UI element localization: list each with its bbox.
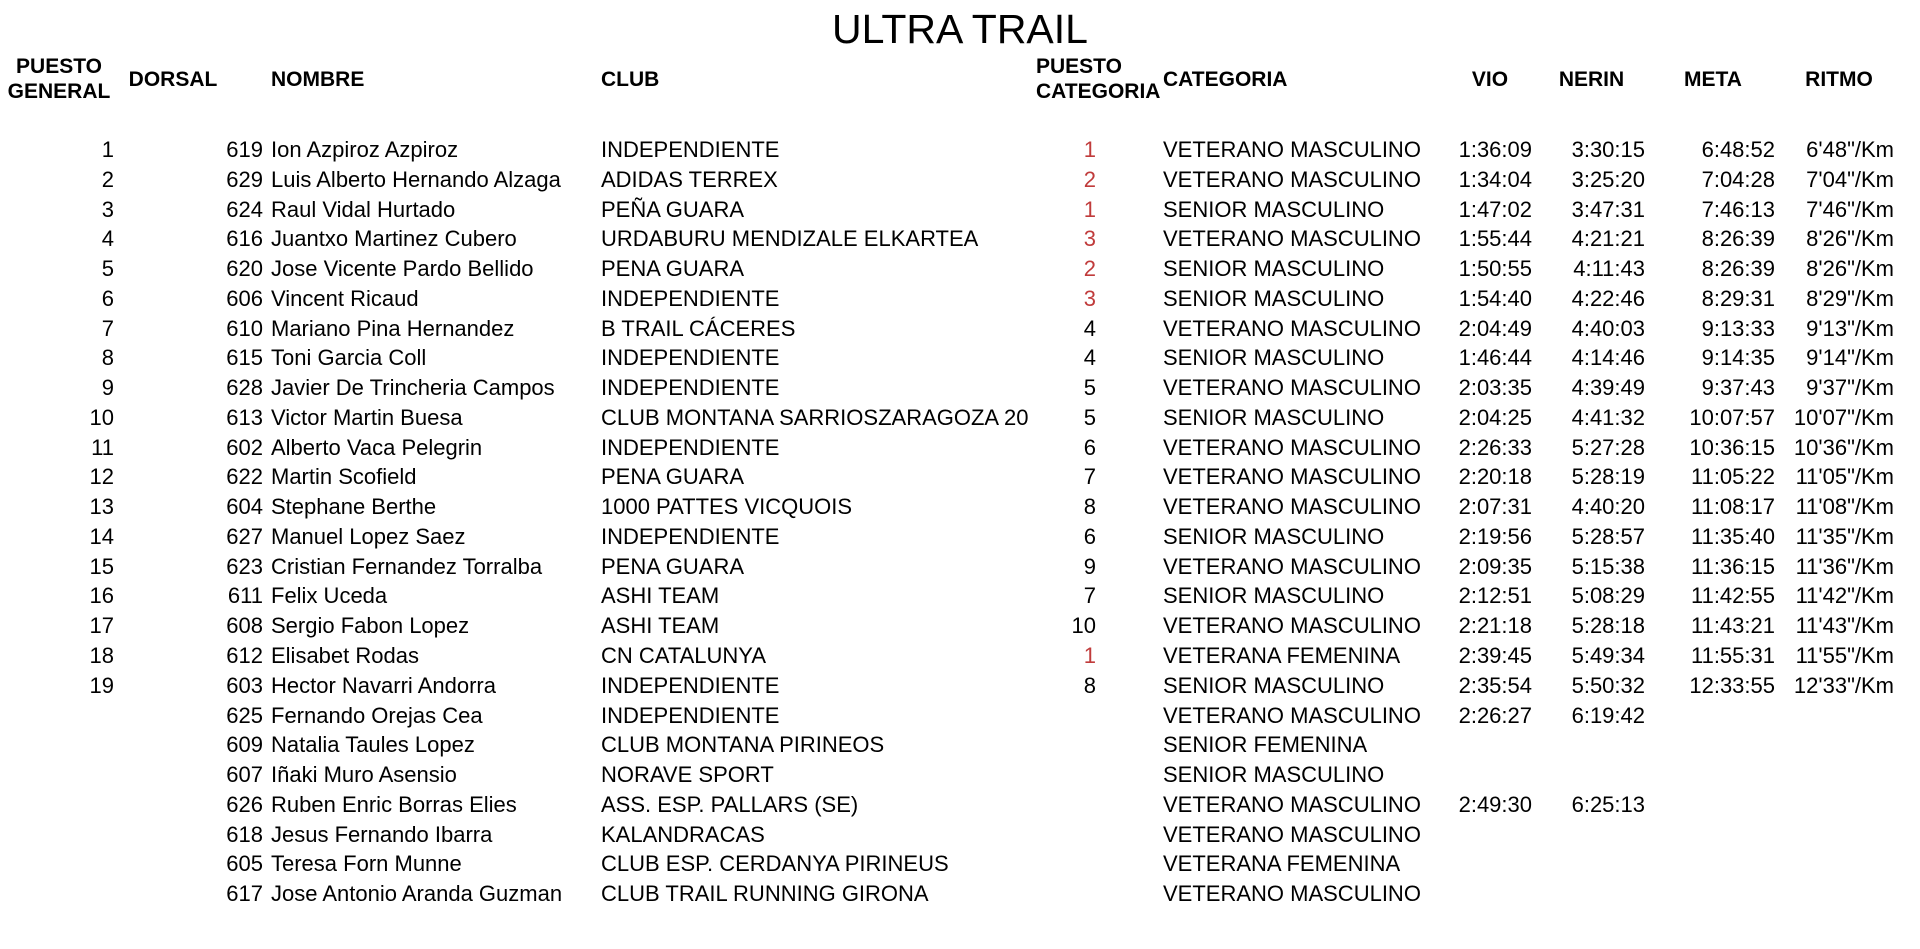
cell-nombre: Manuel Lopez Saez bbox=[271, 523, 466, 549]
cell-club: CLUB ESP. CERDANYA PIRINEUS bbox=[601, 851, 949, 877]
cell-nombre: Sergio Fabon Lopez bbox=[271, 613, 470, 639]
cell-categoria: SENIOR MASCULINO bbox=[1163, 196, 1385, 222]
cell-puesto-general bbox=[0, 790, 118, 820]
cell-club: NORAVE SPORT bbox=[601, 762, 774, 788]
cell-ritmo bbox=[1778, 849, 1900, 879]
cell-nombre: Natalia Taules Lopez bbox=[271, 732, 475, 758]
cell-nombre: Fernando Orejas Cea bbox=[271, 702, 483, 728]
cell-puesto-general: 10 bbox=[89, 404, 114, 430]
cell-puesto-general: 14 bbox=[89, 523, 114, 549]
cell-dorsal: 618 bbox=[226, 821, 263, 847]
cell-nombre: Luis Alberto Hernando Alzaga bbox=[271, 166, 561, 192]
cell-ritmo: 7'46"/Km bbox=[1806, 196, 1894, 222]
cell-ritmo: 6'48"/Km bbox=[1806, 137, 1894, 162]
cell-vio bbox=[1445, 849, 1535, 879]
cell-nombre: Raul Vidal Hurtado bbox=[271, 196, 456, 222]
cell-dorsal: 616 bbox=[226, 226, 263, 252]
cell-ritmo: 10'07"/Km bbox=[1793, 404, 1894, 430]
cell-puesto-categoria: 4 bbox=[1083, 345, 1096, 371]
cell-meta: 11:08:17 bbox=[1690, 494, 1775, 520]
cell-club: INDEPENDIENTE bbox=[601, 345, 780, 371]
cell-vio bbox=[1445, 820, 1535, 850]
cell-puesto-general: 12 bbox=[89, 464, 114, 490]
cell-nombre: Alberto Vaca Pelegrin bbox=[271, 434, 483, 460]
cell-puesto-general bbox=[0, 730, 118, 760]
cell-nombre: Hector Navarri Andorra bbox=[271, 672, 496, 698]
cell-nerin bbox=[1535, 760, 1648, 790]
cell-nombre: Jose Antonio Aranda Guzman bbox=[271, 881, 563, 907]
cell-categoria: VETERANO MASCULINO bbox=[1163, 226, 1421, 252]
cell-nombre: Jose Vicente Pardo Bellido bbox=[271, 256, 534, 282]
cell-nombre: Toni Garcia Coll bbox=[271, 345, 427, 371]
cell-vio: 2:49:30 bbox=[1458, 791, 1532, 817]
cell-vio: 2:04:25 bbox=[1458, 404, 1532, 430]
cell-dorsal: 623 bbox=[226, 553, 263, 579]
cell-puesto-general: 4 bbox=[101, 226, 114, 252]
cell-meta: 10:36:15 bbox=[1689, 434, 1775, 460]
cell-puesto-general: 15 bbox=[89, 553, 114, 579]
cell-dorsal: 617 bbox=[226, 881, 263, 907]
cell-club: INDEPENDIENTE bbox=[601, 523, 780, 549]
cell-meta: 8:26:39 bbox=[1701, 226, 1775, 252]
cell-meta: 11:35:40 bbox=[1690, 523, 1775, 549]
cell-categoria: VETERANO MASCULINO bbox=[1163, 464, 1421, 490]
cell-puesto-categoria: 4 bbox=[1083, 315, 1096, 341]
cell-vio bbox=[1445, 879, 1535, 909]
column-header-ritmo: RITMO bbox=[1805, 67, 1873, 91]
cell-club: ASS. ESP. PALLARS (SE) bbox=[601, 791, 859, 817]
cell-ritmo: 8'29"/Km bbox=[1806, 285, 1894, 311]
cell-vio: 1:46:44 bbox=[1458, 345, 1532, 371]
cell-meta bbox=[1648, 790, 1778, 820]
cell-puesto-categoria: 3 bbox=[1083, 285, 1096, 311]
cell-ritmo: 11'36"/Km bbox=[1795, 553, 1894, 579]
cell-puesto-categoria: 5 bbox=[1083, 404, 1096, 430]
cell-nombre: Felix Uceda bbox=[271, 583, 388, 609]
cell-meta: 9:37:43 bbox=[1701, 375, 1775, 401]
cell-vio: 2:26:27 bbox=[1458, 702, 1532, 728]
cell-ritmo: 11'35"/Km bbox=[1795, 523, 1894, 549]
cell-puesto-categoria bbox=[1020, 879, 1102, 909]
cell-vio: 2:21:18 bbox=[1458, 613, 1532, 639]
cell-vio: 2:04:49 bbox=[1458, 315, 1532, 341]
cell-categoria: VETERANO MASCULINO bbox=[1163, 166, 1421, 192]
cell-dorsal: 619 bbox=[226, 137, 263, 162]
cell-nombre: Javier De Trincheria Campos bbox=[271, 375, 555, 401]
cell-dorsal: 612 bbox=[226, 643, 263, 669]
cell-nerin bbox=[1535, 879, 1648, 909]
cell-ritmo: 8'26"/Km bbox=[1806, 256, 1894, 282]
column-header-categoria: CATEGORIA bbox=[1163, 67, 1288, 91]
cell-categoria: SENIOR MASCULINO bbox=[1163, 404, 1385, 430]
cell-nombre: Stephane Berthe bbox=[271, 494, 437, 520]
cell-nombre: Iñaki Muro Asensio bbox=[271, 762, 457, 788]
cell-ritmo bbox=[1778, 879, 1900, 909]
cell-dorsal: 602 bbox=[226, 434, 263, 460]
cell-ritmo bbox=[1778, 701, 1900, 731]
cell-dorsal: 615 bbox=[226, 345, 263, 371]
cell-ritmo: 11'43"/Km bbox=[1795, 613, 1894, 639]
cell-puesto-general: 11 bbox=[91, 434, 114, 460]
column-header-vio: VIO bbox=[1471, 67, 1509, 91]
cell-meta: 11:43:21 bbox=[1690, 613, 1775, 639]
cell-nerin bbox=[1535, 849, 1648, 879]
cell-nerin: 5:28:19 bbox=[1571, 464, 1645, 490]
cell-vio: 2:19:56 bbox=[1458, 523, 1532, 549]
cell-ritmo: 9'13"/Km bbox=[1806, 315, 1894, 341]
cell-puesto-categoria: 7 bbox=[1083, 464, 1096, 490]
cell-club: ASHI TEAM bbox=[601, 613, 720, 639]
cell-club: INDEPENDIENTE bbox=[601, 137, 780, 162]
cell-nerin: 4:21:21 bbox=[1571, 226, 1645, 252]
cell-nombre: Vincent Ricaud bbox=[271, 285, 419, 311]
cell-vio bbox=[1445, 760, 1535, 790]
cell-puesto-general: 1 bbox=[101, 137, 114, 162]
cell-nerin bbox=[1535, 820, 1648, 850]
cell-vio: 1:47:02 bbox=[1458, 196, 1532, 222]
cell-meta: 11:55:31 bbox=[1690, 643, 1775, 669]
cell-puesto-categoria: 9 bbox=[1083, 553, 1096, 579]
cell-ritmo bbox=[1778, 760, 1900, 790]
cell-meta bbox=[1648, 820, 1778, 850]
cell-nerin: 4:22:46 bbox=[1571, 285, 1645, 311]
cell-vio: 2:03:35 bbox=[1458, 375, 1532, 401]
cell-club: KALANDRACAS bbox=[601, 821, 765, 847]
cell-categoria: VETERANO MASCULINO bbox=[1163, 315, 1421, 341]
cell-dorsal: 626 bbox=[226, 791, 263, 817]
cell-nerin: 4:11:43 bbox=[1573, 256, 1645, 282]
cell-club: CLUB MONTANA PIRINEOS bbox=[601, 732, 885, 758]
column-header-club: CLUB bbox=[601, 67, 660, 91]
cell-dorsal: 625 bbox=[226, 702, 263, 728]
cell-puesto-categoria: 10 bbox=[1071, 613, 1096, 639]
cell-nerin: 6:19:42 bbox=[1571, 702, 1645, 728]
cell-meta: 7:04:28 bbox=[1701, 166, 1775, 192]
cell-meta: 11:05:22 bbox=[1690, 464, 1775, 490]
results-rows bbox=[0, 135, 1900, 909]
cell-puesto-categoria: 7 bbox=[1083, 583, 1096, 609]
cell-nombre: Juantxo Martinez Cubero bbox=[271, 226, 517, 252]
cell-puesto-general: 3 bbox=[101, 196, 114, 222]
cell-ritmo bbox=[1778, 820, 1900, 850]
cell-nerin bbox=[1535, 730, 1648, 760]
cell-puesto-general: 17 bbox=[89, 613, 114, 639]
cell-dorsal: 627 bbox=[226, 523, 263, 549]
cell-ritmo: 11'05"/Km bbox=[1795, 464, 1894, 490]
cell-categoria: VETERANA FEMENINA bbox=[1163, 851, 1401, 877]
cell-nombre: Martin Scofield bbox=[271, 464, 417, 490]
column-header-meta: META bbox=[1684, 67, 1742, 91]
cell-puesto-general: 19 bbox=[89, 672, 114, 698]
cell-vio: 2:39:45 bbox=[1458, 643, 1532, 669]
cell-vio: 1:36:09 bbox=[1458, 137, 1532, 162]
cell-dorsal: 606 bbox=[226, 285, 263, 311]
column-header-puesto-categoria: PUESTO CATEGORIA bbox=[1036, 55, 1161, 103]
cell-meta bbox=[1648, 701, 1778, 731]
cell-nerin: 5:28:18 bbox=[1571, 613, 1645, 639]
cell-categoria: SENIOR MASCULINO bbox=[1163, 256, 1385, 282]
column-header-puesto-general: PUESTO GENERAL bbox=[7, 55, 111, 103]
cell-puesto-categoria: 1 bbox=[1083, 196, 1096, 222]
cell-vio: 1:34:04 bbox=[1458, 166, 1532, 192]
cell-dorsal: 622 bbox=[226, 464, 263, 490]
cell-club: PENA GUARA bbox=[601, 464, 745, 490]
cell-categoria: SENIOR MASCULINO bbox=[1163, 672, 1385, 698]
column-header-nombre: NOMBRE bbox=[271, 67, 365, 91]
cell-puesto-general bbox=[0, 701, 118, 731]
cell-dorsal: 609 bbox=[226, 732, 263, 758]
cell-club: PEÑA GUARA bbox=[601, 196, 745, 222]
cell-vio: 2:07:31 bbox=[1458, 494, 1532, 520]
cell-club: B TRAIL CÁCERES bbox=[601, 315, 796, 341]
cell-nerin: 5:50:32 bbox=[1571, 672, 1645, 698]
cell-puesto-general: 5 bbox=[101, 256, 114, 282]
cell-ritmo bbox=[1778, 790, 1900, 820]
cell-nerin: 5:49:34 bbox=[1571, 643, 1645, 669]
cell-puesto-categoria: 6 bbox=[1083, 523, 1096, 549]
cell-dorsal: 613 bbox=[226, 404, 263, 430]
cell-dorsal: 628 bbox=[226, 375, 263, 401]
cell-nombre: Teresa Forn Munne bbox=[271, 851, 462, 877]
cell-categoria: SENIOR MASCULINO bbox=[1163, 583, 1385, 609]
cell-meta: 12:33:55 bbox=[1689, 672, 1775, 698]
cell-puesto-categoria: 3 bbox=[1083, 226, 1096, 252]
cell-nerin: 5:15:38 bbox=[1571, 553, 1645, 579]
cell-dorsal: 603 bbox=[226, 672, 263, 698]
cell-club: CLUB MONTANA SARRIOSZARAGOZA 20 bbox=[601, 404, 1029, 430]
cell-ritmo: 7'04"/Km bbox=[1806, 166, 1894, 192]
cell-vio: 1:50:55 bbox=[1458, 256, 1532, 282]
cell-meta: 7:46:13 bbox=[1701, 196, 1775, 222]
cell-puesto-general: 18 bbox=[89, 643, 114, 669]
cell-nerin: 4:41:32 bbox=[1571, 404, 1645, 430]
cell-categoria: SENIOR FEMENINA bbox=[1163, 732, 1368, 758]
cell-vio: 1:55:44 bbox=[1458, 226, 1532, 252]
cell-puesto-general: 9 bbox=[101, 375, 114, 401]
cell-puesto-general bbox=[0, 760, 118, 790]
cell-dorsal: 608 bbox=[226, 613, 263, 639]
cell-meta: 9:13:33 bbox=[1701, 315, 1775, 341]
cell-puesto-categoria: 1 bbox=[1083, 643, 1096, 669]
cell-categoria: VETERANO MASCULINO bbox=[1163, 613, 1421, 639]
cell-categoria: SENIOR MASCULINO bbox=[1163, 285, 1385, 311]
cell-nerin: 4:39:49 bbox=[1571, 375, 1645, 401]
cell-meta: 10:07:57 bbox=[1689, 404, 1775, 430]
cell-meta bbox=[1648, 760, 1778, 790]
cell-nerin: 6:25:13 bbox=[1571, 791, 1645, 817]
cell-categoria: SENIOR MASCULINO bbox=[1163, 523, 1385, 549]
cell-categoria: VETERANO MASCULINO bbox=[1163, 791, 1421, 817]
cell-categoria: VETERANO MASCULINO bbox=[1163, 702, 1421, 728]
cell-meta: 9:14:35 bbox=[1701, 345, 1775, 371]
column-header-nerin: NERIN bbox=[1558, 67, 1625, 91]
column-header-dorsal: DORSAL bbox=[128, 67, 218, 91]
cell-puesto-categoria bbox=[1020, 760, 1102, 790]
cell-puesto-categoria bbox=[1020, 849, 1102, 879]
cell-puesto-categoria bbox=[1020, 701, 1102, 731]
cell-meta bbox=[1648, 849, 1778, 879]
cell-club: ADIDAS TERREX bbox=[601, 166, 778, 192]
cell-ritmo: 11'08"/Km bbox=[1795, 494, 1894, 520]
cell-vio: 1:54:40 bbox=[1458, 285, 1532, 311]
cell-nerin: 5:28:57 bbox=[1571, 523, 1645, 549]
cell-nerin: 4:40:03 bbox=[1571, 315, 1645, 341]
cell-puesto-categoria: 6 bbox=[1083, 434, 1096, 460]
cell-dorsal: 611 bbox=[227, 583, 263, 609]
cell-club: PENA GUARA bbox=[601, 256, 745, 282]
cell-nerin: 3:25:20 bbox=[1571, 166, 1645, 192]
cell-puesto-general: 2 bbox=[101, 166, 114, 192]
cell-vio: 2:20:18 bbox=[1458, 464, 1532, 490]
cell-puesto-general bbox=[0, 879, 118, 909]
cell-ritmo: 11'55"/Km bbox=[1795, 643, 1894, 669]
cell-dorsal: 629 bbox=[226, 166, 263, 192]
cell-dorsal: 607 bbox=[226, 762, 263, 788]
cell-meta: 11:42:55 bbox=[1690, 583, 1775, 609]
cell-meta: 8:26:39 bbox=[1701, 256, 1775, 282]
cell-nerin: 4:40:20 bbox=[1571, 494, 1645, 520]
cell-dorsal: 624 bbox=[226, 196, 263, 222]
cell-categoria: VETERANO MASCULINO bbox=[1163, 137, 1421, 162]
cell-ritmo: 9'14"/Km bbox=[1806, 345, 1894, 371]
cell-categoria: SENIOR MASCULINO bbox=[1163, 345, 1385, 371]
cell-puesto-categoria bbox=[1020, 790, 1102, 820]
cell-nombre: Jesus Fernando Ibarra bbox=[271, 821, 493, 847]
cell-puesto-categoria: 2 bbox=[1083, 166, 1096, 192]
cell-nombre: Mariano Pina Hernandez bbox=[271, 315, 515, 341]
cell-club: INDEPENDIENTE bbox=[601, 434, 780, 460]
cell-meta bbox=[1648, 730, 1778, 760]
cell-nombre: Victor Martin Buesa bbox=[271, 404, 463, 430]
cell-club: PENA GUARA bbox=[601, 553, 745, 579]
cell-puesto-categoria: 5 bbox=[1083, 375, 1096, 401]
cell-puesto-categoria: 1 bbox=[1083, 137, 1096, 162]
cell-ritmo: 12'33"/Km bbox=[1793, 672, 1894, 698]
cell-vio: 2:09:35 bbox=[1458, 553, 1532, 579]
cell-nombre: Ion Azpiroz Azpiroz bbox=[271, 137, 459, 162]
cell-club: INDEPENDIENTE bbox=[601, 702, 780, 728]
cell-categoria: VETERANA FEMENINA bbox=[1163, 643, 1401, 669]
page-title: ULTRA TRAIL bbox=[832, 6, 1088, 52]
cell-dorsal: 605 bbox=[226, 851, 263, 877]
cell-meta: 11:36:15 bbox=[1690, 553, 1775, 579]
cell-puesto-general: 7 bbox=[101, 315, 114, 341]
cell-nombre: Ruben Enric Borras Elies bbox=[271, 791, 517, 817]
cell-puesto-general: 8 bbox=[101, 345, 114, 371]
cell-ritmo: 10'36"/Km bbox=[1793, 434, 1894, 460]
cell-categoria: VETERANO MASCULINO bbox=[1163, 375, 1421, 401]
cell-nerin: 5:27:28 bbox=[1571, 434, 1645, 460]
cell-puesto-general: 13 bbox=[89, 494, 114, 520]
cell-nerin: 3:30:15 bbox=[1571, 137, 1645, 162]
cell-puesto-categoria: 8 bbox=[1083, 494, 1096, 520]
cell-meta bbox=[1648, 879, 1778, 909]
cell-ritmo: 11'42"/Km bbox=[1795, 583, 1894, 609]
cell-club: 1000 PATTES VICQUOIS bbox=[601, 494, 853, 520]
cell-vio: 2:35:54 bbox=[1458, 672, 1532, 698]
cell-puesto-categoria bbox=[1020, 730, 1102, 760]
cell-puesto-categoria bbox=[1020, 820, 1102, 850]
cell-nombre: Elisabet Rodas bbox=[271, 643, 419, 669]
cell-vio: 2:12:51 bbox=[1458, 583, 1532, 609]
cell-categoria: VETERANO MASCULINO bbox=[1163, 434, 1421, 460]
cell-club: INDEPENDIENTE bbox=[601, 285, 780, 311]
cell-nombre: Cristian Fernandez Torralba bbox=[271, 553, 543, 579]
cell-club: ASHI TEAM bbox=[601, 583, 720, 609]
cell-puesto-categoria: 8 bbox=[1083, 672, 1096, 698]
cell-club: INDEPENDIENTE bbox=[601, 672, 780, 698]
cell-categoria: VETERANO MASCULINO bbox=[1163, 821, 1421, 847]
cell-puesto-categoria: 2 bbox=[1083, 256, 1096, 282]
cell-nerin: 5:08:29 bbox=[1571, 583, 1645, 609]
cell-nerin: 3:47:31 bbox=[1571, 196, 1645, 222]
cell-categoria: VETERANO MASCULINO bbox=[1163, 881, 1421, 907]
cell-puesto-general bbox=[0, 849, 118, 879]
cell-vio: 2:26:33 bbox=[1458, 434, 1532, 460]
cell-puesto-general bbox=[0, 820, 118, 850]
cell-categoria: VETERANO MASCULINO bbox=[1163, 494, 1421, 520]
cell-dorsal: 620 bbox=[226, 256, 263, 282]
cell-meta: 6:48:52 bbox=[1701, 137, 1775, 162]
cell-club: CN CATALUNYA bbox=[601, 643, 767, 669]
cell-club: INDEPENDIENTE bbox=[601, 375, 780, 401]
cell-club: URDABURU MENDIZALE ELKARTEA bbox=[601, 226, 979, 252]
cell-club: CLUB TRAIL RUNNING GIRONA bbox=[601, 881, 929, 907]
cell-dorsal: 604 bbox=[226, 494, 263, 520]
cell-puesto-general: 6 bbox=[101, 285, 114, 311]
cell-categoria: SENIOR MASCULINO bbox=[1163, 762, 1385, 788]
cell-ritmo bbox=[1778, 730, 1900, 760]
cell-meta: 8:29:31 bbox=[1701, 285, 1775, 311]
cell-vio bbox=[1445, 730, 1535, 760]
cell-dorsal: 610 bbox=[226, 315, 263, 341]
cell-puesto-general: 16 bbox=[89, 583, 114, 609]
table-header-row bbox=[0, 54, 1900, 104]
cell-ritmo: 8'26"/Km bbox=[1806, 226, 1894, 252]
cell-categoria: VETERANO MASCULINO bbox=[1163, 553, 1421, 579]
cell-nerin: 4:14:46 bbox=[1571, 345, 1645, 371]
cell-ritmo: 9'37"/Km bbox=[1806, 375, 1894, 401]
